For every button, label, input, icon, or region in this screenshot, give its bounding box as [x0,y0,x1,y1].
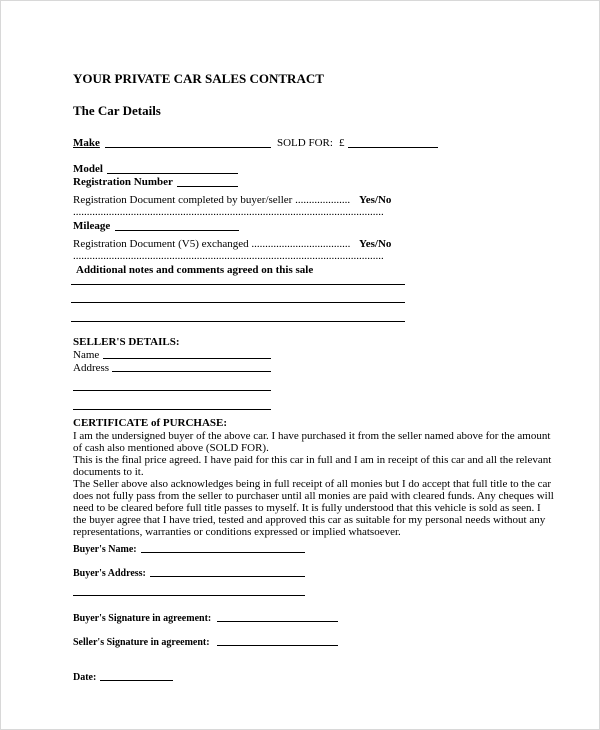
page-title: YOUR PRIVATE CAR SALES CONTRACT [73,71,324,86]
buyer-name-label: Buyer's Name: [73,544,137,555]
reg-doc-completed-value[interactable]: Yes/No [359,194,392,206]
certificate-line-4: documents to it. [73,466,144,478]
make-label: Make [73,137,100,149]
notes-label: Additional notes and comments agreed on this sale [76,264,314,276]
buyer-signature-label: Buyer's Signature in agreement: [73,613,212,624]
seller-signature-field[interactable] [217,645,338,646]
dots-line-2: ................................................................................................................. [73,250,384,262]
certificate-line-3: This is the final price agreed. I have paid for this car in full and I am in receipt of this car and all the relevant [73,454,552,466]
registration-number-label: Registration Number [73,176,173,188]
seller-address-field-1[interactable] [112,371,271,372]
buyer-name-field[interactable] [141,552,305,553]
make-field[interactable] [105,147,271,148]
seller-address-field-3[interactable] [73,409,271,410]
mileage-label: Mileage [73,220,111,232]
certificate-heading: CERTIFICATE of PURCHASE: [73,417,228,429]
car-details-heading: The Car Details [73,103,161,118]
date-field[interactable] [100,680,173,681]
reg-doc-v5-value[interactable]: Yes/No [359,238,392,250]
sold-for-label: SOLD FOR: [277,137,333,149]
seller-name-label: Name [73,349,100,361]
seller-name-field[interactable] [103,358,271,359]
seller-address-field-2[interactable] [73,390,271,391]
buyer-address-label: Buyer's Address: [73,568,146,579]
currency-symbol: £ [339,137,345,149]
notes-line-1[interactable] [71,284,405,285]
certificate-line-9: representations, warranties or conditions expressed or implied whatsoever. [73,526,401,538]
date-label: Date: [73,672,97,683]
buyer-address-field-1[interactable] [150,576,305,577]
seller-details-heading: SELLER'S DETAILS: [73,336,180,348]
certificate-line-6: does not fully pass from the seller to purchaser until all monies are paid with cleared funds. Any cheques will [73,490,554,502]
certificate-line-1: I am the undersigned buyer of the above car. I have purchased it from the seller named above for the amount [73,430,551,442]
sold-for-field[interactable] [348,147,438,148]
model-field[interactable] [107,173,238,174]
dots-line-1: ................................................................................................................. [73,206,384,218]
buyer-signature-field[interactable] [217,621,338,622]
seller-signature-label: Seller's Signature in agreement: [73,637,210,648]
registration-number-field[interactable] [177,186,238,187]
notes-line-3[interactable] [71,321,405,322]
model-label: Model [73,163,103,175]
reg-doc-completed-label: Registration Document completed by buyer/seller .................... [73,194,351,206]
reg-doc-v5-label: Registration Document (V5) exchanged .................................... [73,238,351,250]
certificate-line-5: The Seller above also acknowledges being in full receipt of all monies but I do accept that full title to the car [73,478,552,490]
certificate-line-2: of cash also mentioned above (SOLD FOR). [73,442,269,454]
seller-address-label: Address [73,362,110,374]
buyer-address-field-2[interactable] [73,595,305,596]
mileage-field[interactable] [115,230,239,231]
notes-line-2[interactable] [71,302,405,303]
certificate-line-7: need to be cleared before full title passes to myself. It is fully understood that this vehicle is sold as seen. I [73,502,541,514]
certificate-line-8: the buyer agree that I have tried, tested and approved this car as suitable for my personal needs without any [73,514,546,526]
